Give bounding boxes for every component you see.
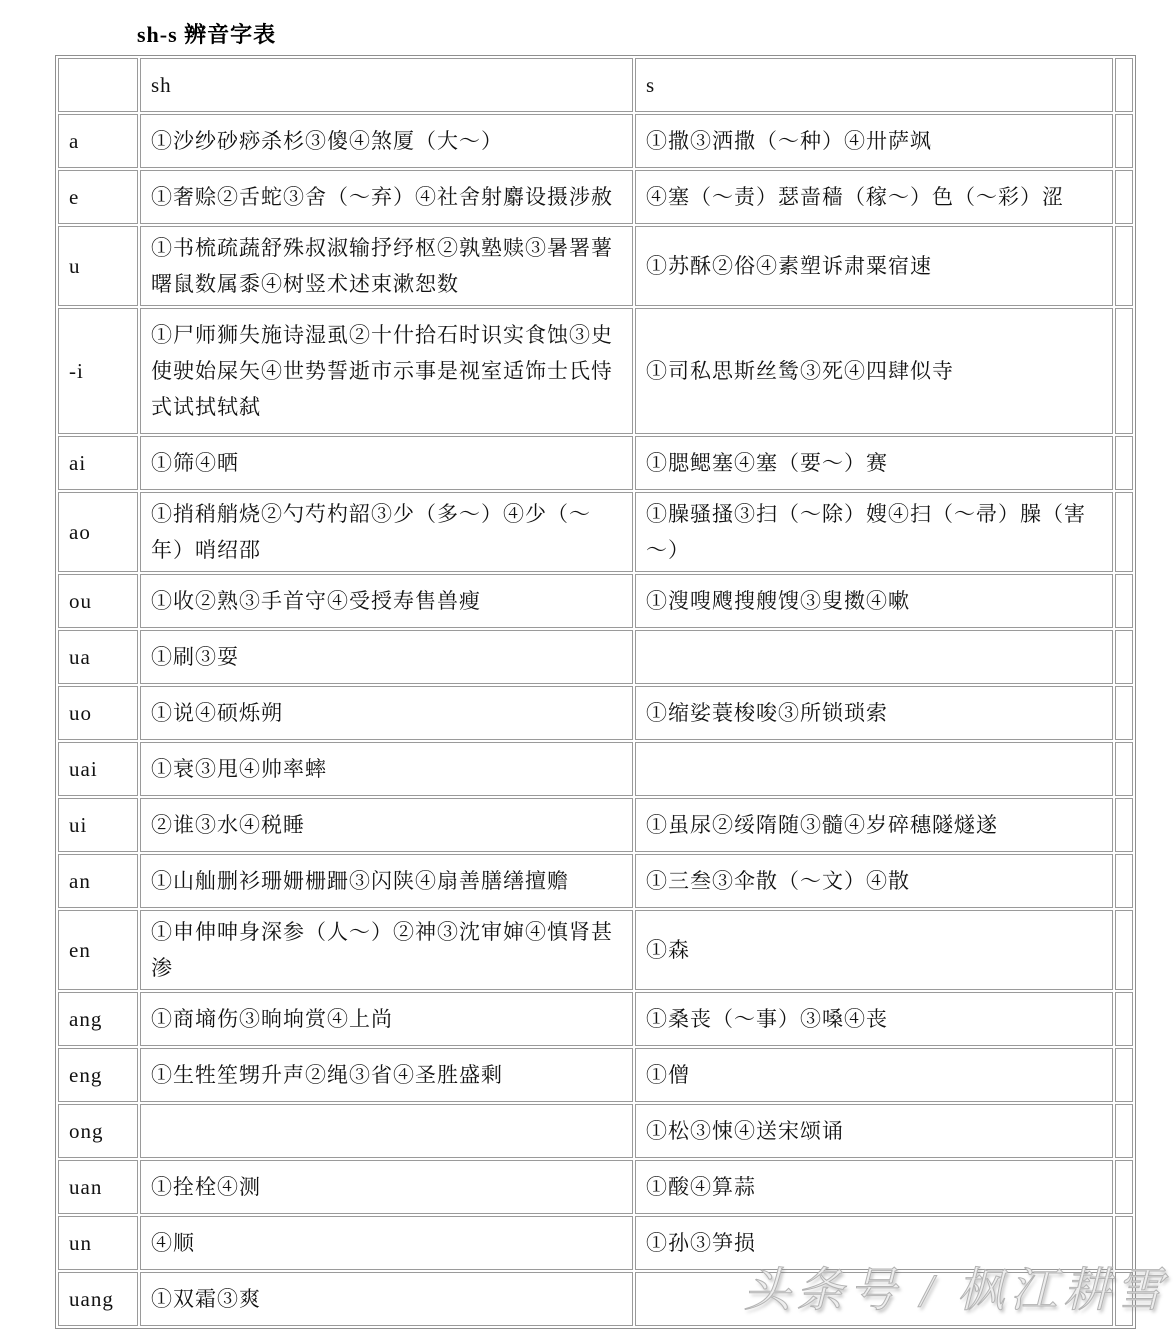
sh-characters: ①筛④晒 bbox=[140, 436, 633, 490]
spacer-cell bbox=[1115, 226, 1133, 306]
s-characters: ①腮鳃塞④塞（要～）赛 bbox=[635, 436, 1113, 490]
s-characters: ①苏酥②俗④素塑诉肃粟宿速 bbox=[635, 226, 1113, 306]
final-label: ao bbox=[58, 492, 138, 572]
watermark-text: 头条号 / 枫江耕雪 bbox=[743, 1265, 1169, 1317]
sh-characters: ①沙纱砂痧杀杉③傻④煞厦（大～） bbox=[140, 114, 633, 168]
table-row bbox=[58, 226, 1133, 306]
sh-characters: ④顺 bbox=[140, 1216, 633, 1270]
table-row bbox=[58, 798, 1133, 852]
table-row bbox=[58, 436, 1133, 490]
s-characters: ①酸④算蒜 bbox=[635, 1160, 1113, 1214]
table-row bbox=[58, 308, 1133, 434]
final-label: a bbox=[58, 114, 138, 168]
final-label: u bbox=[58, 226, 138, 306]
sh-characters: ①生牲笙甥升声②绳③省④圣胜盛剩 bbox=[140, 1048, 633, 1102]
final-label: uo bbox=[58, 686, 138, 740]
table-row bbox=[58, 910, 1133, 990]
final-label: en bbox=[58, 910, 138, 990]
spacer-cell bbox=[1115, 308, 1133, 434]
table-row bbox=[58, 992, 1133, 1046]
s-characters: ①孙③笋损 bbox=[635, 1216, 1113, 1270]
final-label: eng bbox=[58, 1048, 138, 1102]
spacer-cell bbox=[1115, 686, 1133, 740]
s-characters: ①三叁③伞散（～文）④散 bbox=[635, 854, 1113, 908]
spacer-cell bbox=[1115, 630, 1133, 684]
table-row bbox=[58, 686, 1133, 740]
final-label: ui bbox=[58, 798, 138, 852]
s-characters: ①桑丧（～事）③嗓④丧 bbox=[635, 992, 1113, 1046]
table-row bbox=[58, 742, 1133, 796]
final-label: uai bbox=[58, 742, 138, 796]
spacer-cell bbox=[1115, 1160, 1133, 1214]
final-label: ou bbox=[58, 574, 138, 628]
sh-characters: ①拴栓④测 bbox=[140, 1160, 633, 1214]
sh-characters: ①衰③甩④帅率蟀 bbox=[140, 742, 633, 796]
header-sh: sh bbox=[140, 58, 633, 112]
sh-characters: ①山舢删衫珊姗栅跚③闪陕④扇善膳缮擅赡 bbox=[140, 854, 633, 908]
s-characters bbox=[635, 630, 1113, 684]
spacer-cell bbox=[1115, 854, 1133, 908]
table-row bbox=[58, 1048, 1133, 1102]
spacer-cell bbox=[1115, 574, 1133, 628]
sh-characters: ①说④硕烁朔 bbox=[140, 686, 633, 740]
spacer-cell bbox=[1115, 492, 1133, 572]
spacer-cell bbox=[1115, 114, 1133, 168]
table-row bbox=[58, 492, 1133, 572]
header-s: s bbox=[635, 58, 1113, 112]
spacer-cell bbox=[1115, 1048, 1133, 1102]
final-label: ai bbox=[58, 436, 138, 490]
sh-characters: ①奢赊②舌蛇③舍（～弃）④社舍射麝设摄涉赦 bbox=[140, 170, 633, 224]
sh-characters: ①申伸呻身深参（人～）②神③沈审婶④慎肾甚渗 bbox=[140, 910, 633, 990]
final-label: uan bbox=[58, 1160, 138, 1214]
sh-characters: ①书梳疏蔬舒殊叔淑输抒纾枢②孰塾赎③暑署薯曙鼠数属黍④树竖术述束漱恕数 bbox=[140, 226, 633, 306]
final-label: -i bbox=[58, 308, 138, 434]
table-row bbox=[58, 574, 1133, 628]
sh-characters: ①收②熟③手首守④受授寿售兽瘦 bbox=[140, 574, 633, 628]
spacer-cell bbox=[1115, 1104, 1133, 1158]
s-characters: ①僧 bbox=[635, 1048, 1113, 1102]
header-final bbox=[58, 58, 138, 112]
s-characters: ①虽尿②绥隋随③髓④岁碎穗隧燧遂 bbox=[635, 798, 1113, 852]
final-label: an bbox=[58, 854, 138, 908]
s-characters bbox=[635, 742, 1113, 796]
spacer-cell bbox=[1115, 58, 1133, 112]
s-characters: ①溲嗖飕搜艘馊③叟擞④嗽 bbox=[635, 574, 1113, 628]
sh-characters bbox=[140, 1104, 633, 1158]
spacer-cell bbox=[1115, 992, 1133, 1046]
spacer-cell bbox=[1115, 170, 1133, 224]
final-label: e bbox=[58, 170, 138, 224]
final-label: un bbox=[58, 1216, 138, 1270]
table-row bbox=[58, 1104, 1133, 1158]
table-row bbox=[58, 1160, 1133, 1214]
s-characters: ①臊骚搔③扫（～除）嫂④扫（～帚）臊（害～） bbox=[635, 492, 1113, 572]
table-row bbox=[58, 630, 1133, 684]
sh-characters: ①双霜③爽 bbox=[140, 1272, 633, 1326]
spacer-cell bbox=[1115, 742, 1133, 796]
final-label: uang bbox=[58, 1272, 138, 1326]
table-row bbox=[58, 114, 1133, 168]
sh-s-pronunciation-table bbox=[55, 55, 1136, 1329]
sh-characters: ①尸师狮失施诗湿虱②十什拾石时识实食蚀③史使驶始屎矢④世势誓逝市示事是视室适饰士氏恃式试拭轼弑 bbox=[140, 308, 633, 434]
sh-characters: ①刷③耍 bbox=[140, 630, 633, 684]
sh-characters: ②谁③水④税睡 bbox=[140, 798, 633, 852]
table-row bbox=[58, 170, 1133, 224]
s-characters: ①松③悚④送宋颂诵 bbox=[635, 1104, 1113, 1158]
table-row bbox=[58, 854, 1133, 908]
s-characters: ①撒③洒撒（～种）④卅萨飒 bbox=[635, 114, 1113, 168]
s-characters: ①森 bbox=[635, 910, 1113, 990]
sh-characters: ①捎稍艄烧②勺芍杓韶③少（多～）④少（～年）哨绍邵 bbox=[140, 492, 633, 572]
spacer-cell bbox=[1115, 436, 1133, 490]
page-title: sh-s 辨音字表 bbox=[137, 22, 277, 47]
final-label: ua bbox=[58, 630, 138, 684]
final-label: ang bbox=[58, 992, 138, 1046]
s-characters: ①缩娑蓑梭唆③所锁琐索 bbox=[635, 686, 1113, 740]
s-characters: ④塞（～责）瑟啬穑（稼～）色（～彩）涩 bbox=[635, 170, 1113, 224]
spacer-cell bbox=[1115, 910, 1133, 990]
spacer-cell bbox=[1115, 798, 1133, 852]
table-header-row bbox=[58, 58, 1133, 112]
final-label: ong bbox=[58, 1104, 138, 1158]
s-characters: ①司私思斯丝鸶③死④四肆似寺 bbox=[635, 308, 1113, 434]
sh-characters: ①商墒伤③晌垧赏④上尚 bbox=[140, 992, 633, 1046]
